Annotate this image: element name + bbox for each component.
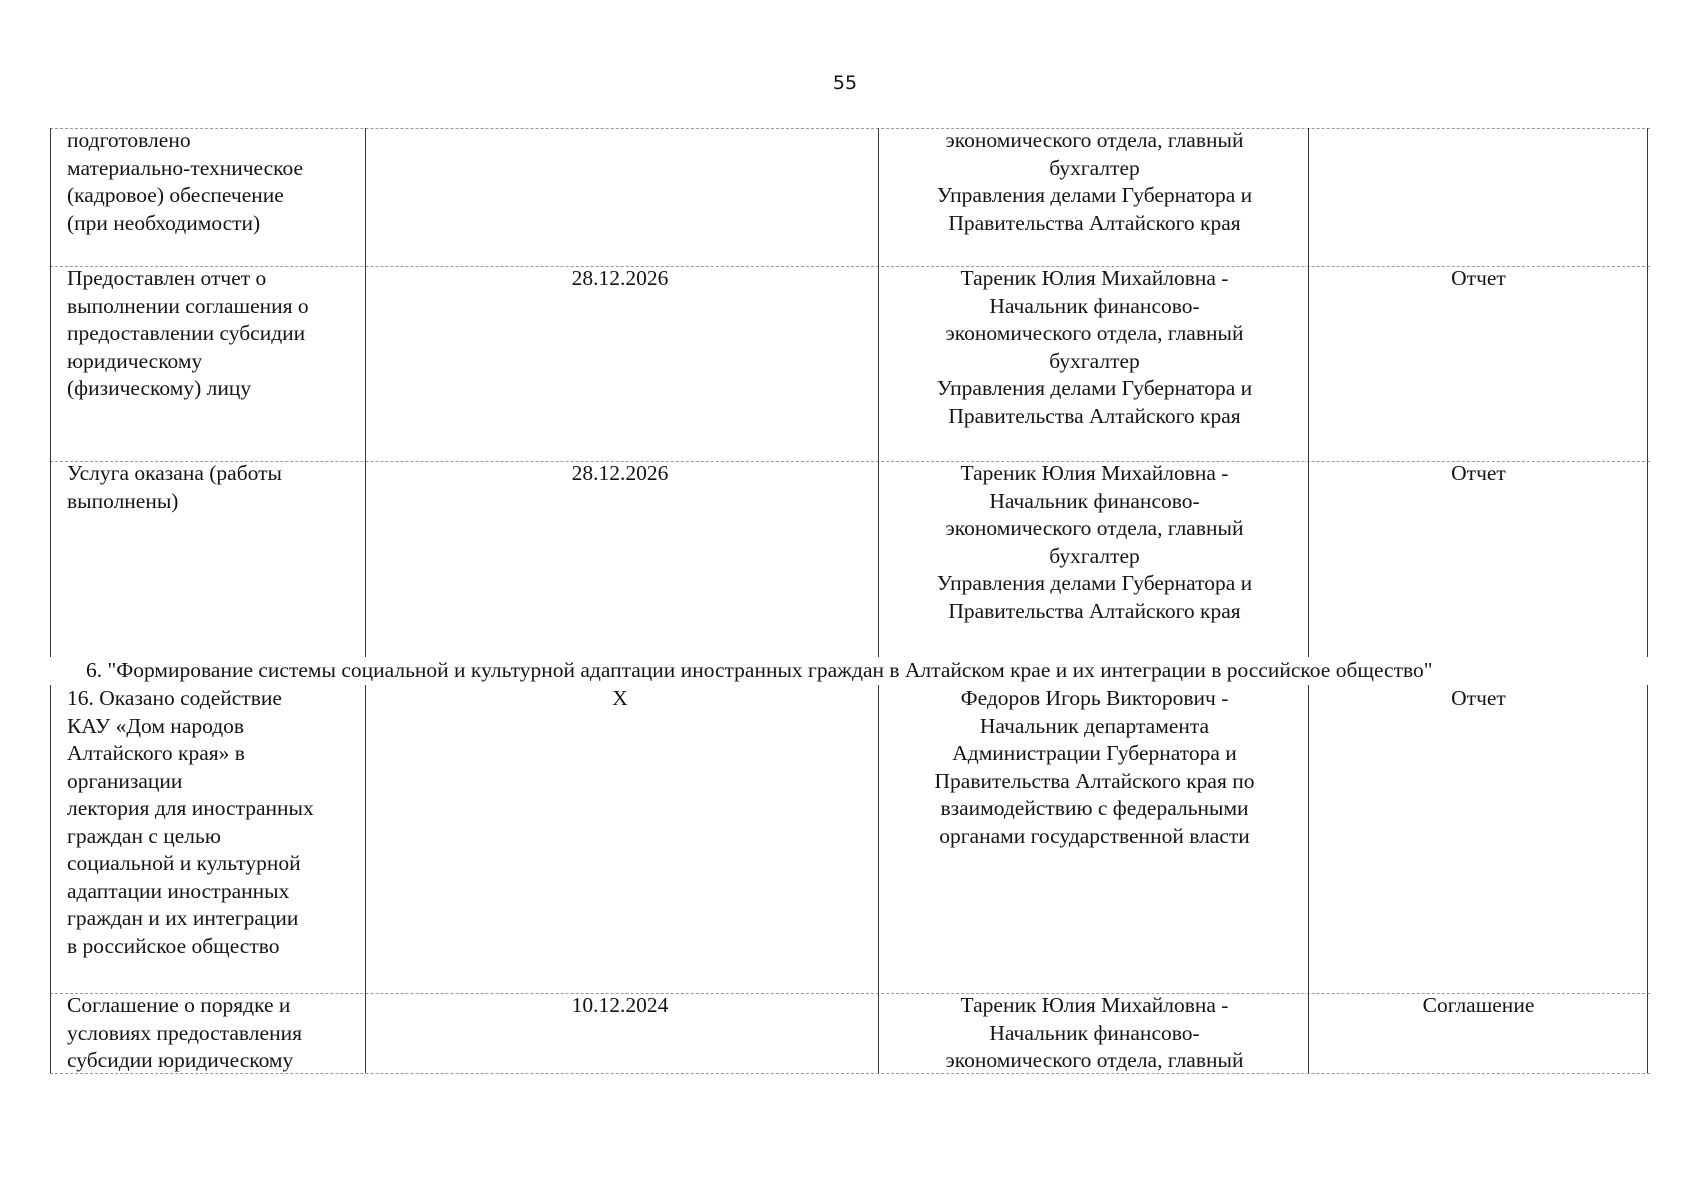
table-cell-responsible: экономического отдела, главный бухгалтер Управления делами Губернатора и Правительства Алтайского края [936, 128, 1253, 235]
column-divider [1308, 128, 1309, 1073]
table-cell-responsible: Тареник Юлия Михайловна - Начальник финансово- экономического отдела, главный бухгалтер Управления делами Губернатора и Правительства Алтайского края [936, 266, 1253, 428]
table-cell-event: 16. Оказано содействие КАУ «Дом народов Алтайского края» в организации лектория для иностранных граждан с целью социальной и культурной адаптации иностранных граждан и их интеграции в российское общество [67, 686, 314, 958]
column-divider [50, 128, 51, 1073]
column-divider [1647, 128, 1648, 1073]
table-cell-date: 28.12.2026 [571, 266, 669, 290]
table-cell-date: X [612, 686, 628, 710]
table-cell-date: 28.12.2026 [571, 461, 669, 485]
page-number: 55 [832, 72, 858, 94]
section-heading: 6. "Формирование системы социальной и культурной адаптации иностранных граждан в Алтайском крае и их интеграции в российское общество" [50, 657, 1650, 685]
table-cell-date: 10.12.2024 [571, 993, 669, 1017]
table-cell-document: Соглашение [1422, 993, 1535, 1017]
table-cell-event: Соглашение о порядке и условиях предоставления субсидии юридическому [67, 993, 302, 1072]
table-cell-event: подготовлено материально-техническое (кадровое) обеспечение (при необходимости) [67, 128, 304, 235]
table-cell-responsible: Тареник Юлия Михайловна - Начальник финансово- экономического отдела, главный [945, 993, 1244, 1072]
table-cell-event: Предоставлен отчет о выполнении соглашения о предоставлении субсидии юридическому (физическому) лицу [67, 266, 309, 400]
table-cell-document: Отчет [1451, 461, 1506, 485]
table-cell-document: Отчет [1451, 266, 1506, 290]
table-cell-responsible: Тареник Юлия Михайловна - Начальник финансово- экономического отдела, главный бухгалтер Управления делами Губернатора и Правительства Алтайского края [936, 461, 1253, 623]
table-cell-event: Услуга оказана (работы выполнены) [67, 461, 282, 513]
table-cell-document: Отчет [1451, 686, 1506, 710]
table-cell-responsible: Федоров Игорь Викторович - Начальник департамента Администрации Губернатора и Правительства Алтайского края по взаимодействию с федеральными органами государственной власти [934, 686, 1255, 848]
column-divider [878, 128, 879, 1073]
